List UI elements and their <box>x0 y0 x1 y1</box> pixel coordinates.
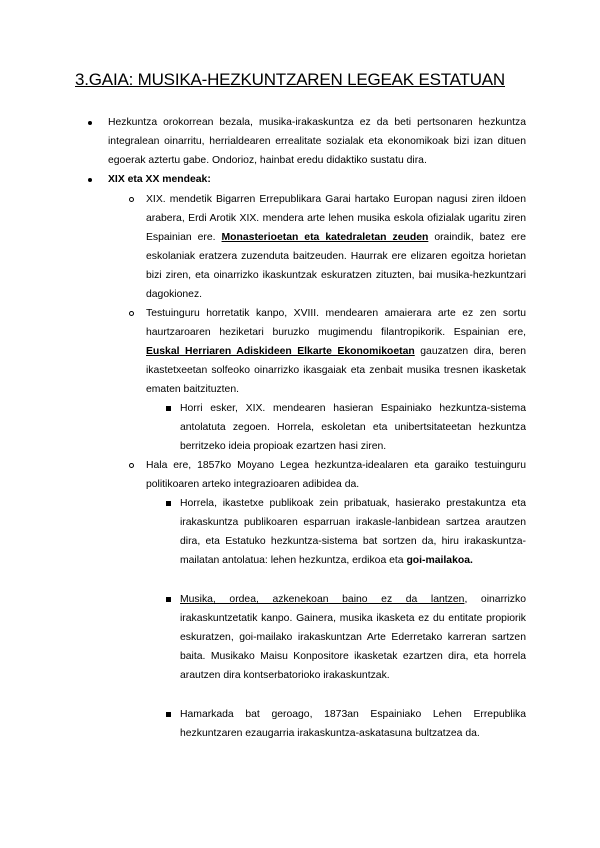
emphasis-music-only: Musika, ordea, azkenekoan baino ez da lantzen <box>180 594 465 605</box>
bullet-square <box>166 590 171 609</box>
emphasis-higher-level: goi-mailakoa. <box>406 555 473 566</box>
bullet-circle <box>129 456 134 475</box>
bullet-circle <box>129 304 134 323</box>
paragraph-xviii <box>146 304 526 399</box>
paragraph-schools <box>180 494 526 570</box>
bullet-square <box>166 705 171 724</box>
emphasis-monasteries: Monasterioetan eta katedraletan zeuden <box>221 232 429 243</box>
bullet-square <box>166 494 171 513</box>
paragraph-thanks: Horri esker, XIX. mendearen hasieran Espainiako hezkuntza-sistema antolatuta zegoen. Horrela, eskoletan eta unibertsitateetan hezkuntza berritzeko ideia propioak ezartzen hasi ziren. <box>180 403 526 452</box>
bullet-square <box>166 399 171 418</box>
paragraph-intro: Hezkuntza orokorrean bezala, musika-irakaskuntza ez da beti pertsonaren hezkuntza integralean oinarritu, herrialdearen errealitate sozialak eta ekonomikoak bizi izan dituen egoerak aztertu gabe. Ondorioz, hainbat eredu didaktiko sustatu dira. <box>108 117 526 166</box>
text-run: , oinarrizko irakaskuntzetatik kanpo. Gainera, musika ikasketa ez du entitate propiorik eskuratzen, goi-mailako irakaskuntzan Arte Ederretako karreran sartzen baita. Musikako Maisu Konpositore ikasketak ezartzen dira, eta horrela arautzen dira kontserbatorioko irakaskuntzak. <box>180 594 526 681</box>
text-run: oraindik, batez ere eskolaniak eratzera zuzenduta baitzeuden. Haurrak ere elizaren egoitza horietan bizi ziren, eta oinarrizko ikaskuntzak eskuratzen zituzten, bai musika-hezkuntzari dagokionez. <box>146 232 527 300</box>
text-run: XIX. mendetik Bigarren Errepublikara Garai hartako Europan nagusi ziren ildoen arabera, Erdi Arotik XIX. mendera arte lehen musika eskola ofizialak ugaritu ziren Espainian ere. <box>146 194 526 243</box>
text-run: Horrela, ikastetxe publikoak zein pribatuak, hasierako prestakuntza eta irakaskuntza publikoaren esparruan irakasle-lanbidean sartzea arautzen dira, eta Estatuko hezkuntza-sistema bat sortzen da, hiru irakaskuntza-mailatan antolatua: lehen hezkuntza, erdikoa eta <box>180 498 526 566</box>
text-run: Testuinguru horretatik kanpo, XVIII. mendearen amaierara arte ez zen sortu haurtzaroaren heziketari buruzko mugimendu filantropikorik. Espainian ere, <box>146 308 526 338</box>
bullet-dot <box>88 170 92 189</box>
page-title: 3.GAIA: MUSIKA-HEZKUNTZAREN LEGEAK ESTATUAN <box>75 70 506 89</box>
emphasis-euskal-herria: Euskal Herriaren Adiskideen Elkarte Ekonomikoetan <box>146 346 415 357</box>
bullet-dot <box>88 113 92 132</box>
section-heading: XIX eta XX mendeak: <box>108 174 211 185</box>
bullet-circle <box>129 190 134 209</box>
paragraph-music <box>180 590 526 685</box>
paragraph-xix <box>146 190 526 304</box>
paragraph-moyano: Hala ere, 1857ko Moyano Legea hezkuntza-idealaren eta garaiko testuinguru politikoaren arteko integrazioaren adibidea da. <box>146 460 526 490</box>
paragraph-republic: Hamarkada bat geroago, 1873an Espainiako Lehen Errepublika hezkuntzaren ezaugarria irakaskuntza-askatasuna bultzatzea da. <box>180 709 526 739</box>
text-run: gauzatzen dira, beren ikastetxeetan solfeoko oinarrizko ikasgaiak eta zenbait musika tresnen ikasketak ematen baitzituzten. <box>146 346 526 395</box>
